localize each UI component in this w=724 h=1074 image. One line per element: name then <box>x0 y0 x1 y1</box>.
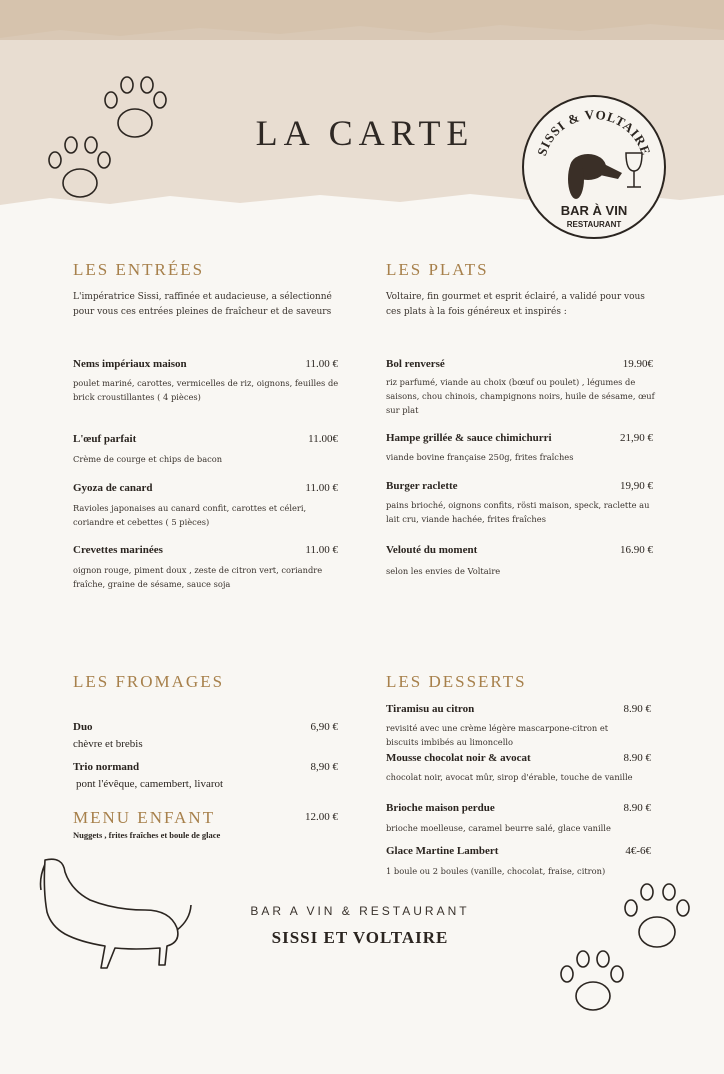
entrees-heading: LES ENTRÉES <box>73 260 205 279</box>
logo-subtagline: RESTAURANT <box>566 220 622 229</box>
logo-tagline: BAR À VIN <box>560 203 628 218</box>
plat-desc: selon les envies de Voltaire <box>386 566 501 576</box>
plat-desc: riz parfumé, viande au choix (bœuf ou poulet) , légumes de saisons, chou chinois, champignons noirs, huile de sésame, œuf sur plat <box>386 377 655 415</box>
entree-price: 11.00 € <box>305 482 338 494</box>
plat-name: Bol renversé <box>386 358 445 370</box>
fromages-heading: LES FROMAGES <box>73 672 225 691</box>
entree-name: L'œuf parfait <box>73 433 137 445</box>
enfant-desc: Nuggets , frites fraîches et boule de glace <box>73 830 221 840</box>
footer-name: SISSI ET VOLTAIRE <box>271 928 449 947</box>
plat-price: 19,90 € <box>620 480 653 492</box>
dachshund-drawing-icon <box>35 850 195 980</box>
paw-prints-icon <box>545 880 705 1020</box>
fromage-desc: pont l'évêque, camembert, livarot <box>76 778 224 790</box>
dessert-price: 4€-6€ <box>625 845 651 857</box>
fromage-desc: chèvre et brebis <box>73 738 143 750</box>
plats-heading: LES PLATS <box>386 260 489 279</box>
enfant-heading: MENU ENFANT <box>73 808 216 827</box>
entrees-intro: L'impératrice Sissi, raffinée et audacieuse, a sélectionné pour vous ces entrées pleines de fraîcheur et de saveurs <box>73 292 332 317</box>
plat-name: Velouté du moment <box>386 544 478 556</box>
dessert-desc: 1 boule ou 2 boules (vanille, chocolat, fraise, citron) <box>386 866 606 876</box>
svg-text:SISSI & VOLTAIRE <box>534 107 654 158</box>
logo-name: SISSI & VOLTAIRE <box>534 106 654 158</box>
dessert-price: 8.90 € <box>623 703 651 715</box>
paw-prints-icon <box>35 65 175 215</box>
entree-name: Nems impériaux maison <box>73 358 187 370</box>
footer-subtitle: BAR A VIN & RESTAURANT <box>250 904 470 918</box>
entree-price: 11.00€ <box>308 433 338 445</box>
plat-price: 21,90 € <box>620 432 653 444</box>
dessert-desc: brioche moelleuse, caramel beurre salé, glace vanille <box>386 823 611 833</box>
dessert-name: Tiramisu au citron <box>386 703 475 715</box>
desserts-heading: LES DESSERTS <box>386 672 527 691</box>
plat-desc: viande bovine française 250g, frites fraîches <box>386 452 574 462</box>
fromage-name: Trio normand <box>73 761 140 773</box>
plat-price: 16.90 € <box>620 544 653 556</box>
plat-price: 19.90€ <box>622 358 653 370</box>
plat-name: Burger raclette <box>386 480 458 492</box>
page-title: LA CARTE <box>255 113 475 153</box>
entree-price: 11.00 € <box>305 358 338 370</box>
entree-name: Crevettes marinées <box>73 544 163 556</box>
plat-desc: pains brioché, oignons confits, rösti maison, speck, raclette au lait cru, viande hachée, frites fraîches <box>386 500 650 524</box>
plat-name: Hampe grillée & sauce chimichurri <box>386 432 552 444</box>
fromage-price: 6,90 € <box>310 721 338 733</box>
plats-intro: Voltaire, fin gourmet et esprit éclairé, a validé pour vous ces plats à la fois généreux et inspirés : <box>386 292 645 317</box>
dessert-name: Mousse chocolat noir & avocat <box>386 752 531 764</box>
dessert-desc: revisité avec une crème légère mascarpone-citron et biscuits imbibés au limoncello <box>386 723 609 747</box>
entree-desc: poulet mariné, carottes, vermicelles de riz, oignons, feuilles de brick croustillantes ( 4 pièces) <box>73 378 339 402</box>
dessert-desc: chocolat noir, avocat mûr, sirop d'érable, touche de vanille <box>386 772 633 782</box>
dessert-price: 8.90 € <box>623 752 651 764</box>
dessert-price: 8.90 € <box>623 802 651 814</box>
dessert-name: Glace Martine Lambert <box>386 845 499 857</box>
entree-price: 11.00 € <box>305 544 338 556</box>
logo-artwork <box>522 95 666 239</box>
entree-desc: oignon rouge, piment doux , zeste de citron vert, coriandre fraîche, graine de sésame, sauce soja <box>73 565 323 589</box>
fromage-price: 8,90 € <box>310 761 338 773</box>
entree-desc: Ravioles japonaises au canard confit, carottes et céleri, coriandre et cebettes ( 5 pièces) <box>73 503 307 527</box>
fromage-name: Duo <box>73 721 93 733</box>
entree-name: Gyoza de canard <box>73 482 153 494</box>
enfant-price: 12.00 € <box>305 811 338 823</box>
entree-desc: Crème de courge et chips de bacon <box>73 454 223 464</box>
dessert-name: Brioche maison perdue <box>386 802 495 814</box>
